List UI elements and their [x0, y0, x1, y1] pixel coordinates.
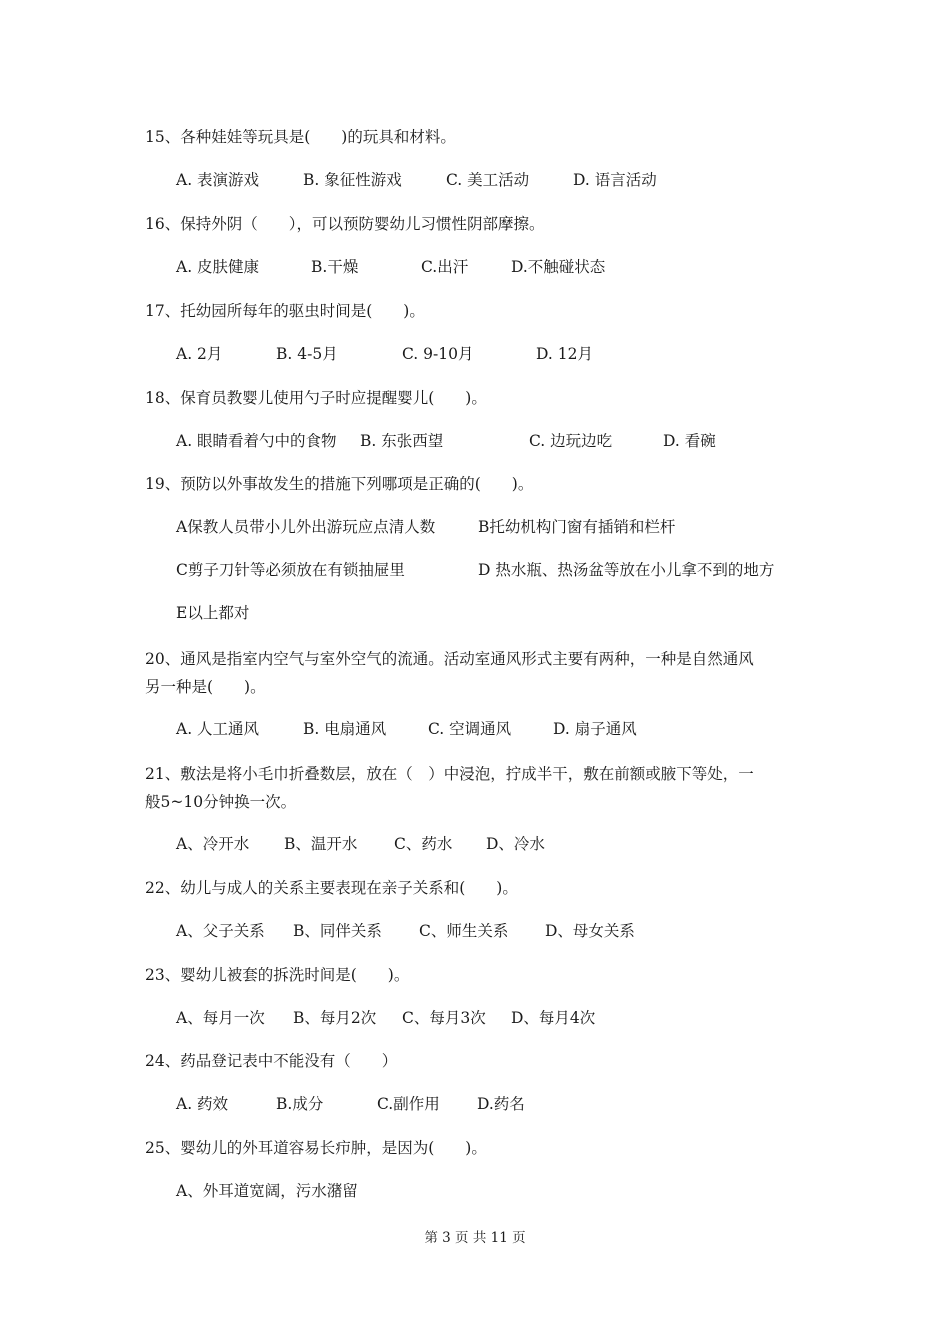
answer-option: A. 2月	[176, 345, 223, 363]
answer-option: D. 看碗	[663, 432, 716, 450]
answer-option: A、父子关系	[176, 922, 265, 940]
answer-option: C剪子刀针等必须放在有锁抽屉里	[176, 561, 405, 579]
answer-option: B、同伴关系	[293, 922, 382, 940]
answer-option: B.干燥	[311, 258, 359, 276]
question-stem: 15、各种娃娃等玩具是( )的玩具和材料。	[145, 128, 456, 146]
question-stem: 另一种是( )。	[145, 678, 266, 696]
question-stem: 般5~10分钟换一次。	[145, 793, 297, 811]
answer-option: A保教人员带小儿外出游玩应点清人数	[176, 518, 436, 536]
answer-option: B.成分	[276, 1095, 324, 1113]
answer-option: A、每月一次	[176, 1009, 265, 1027]
question-stem: 18、保育员教婴儿使用勺子时应提醒婴儿( )。	[145, 389, 487, 407]
answer-option: B. 4-5月	[276, 345, 338, 363]
question-stem: 19、预防以外事故发生的措施下列哪项是正确的( )。	[145, 475, 534, 493]
answer-option: B. 象征性游戏	[303, 171, 402, 189]
question-stem: 17、托幼园所每年的驱虫时间是( )。	[145, 302, 425, 320]
answer-option: D. 语言活动	[573, 171, 657, 189]
answer-option: D、母女关系	[545, 922, 635, 940]
answer-option: B托幼机构门窗有插销和栏杆	[478, 518, 676, 536]
question-stem: 25、婴幼儿的外耳道容易长疖肿，是因为( )。	[145, 1139, 487, 1157]
answer-option: D、每月4次	[511, 1009, 596, 1027]
answer-option: B、温开水	[284, 835, 358, 853]
answer-option: C. 边玩边吃	[529, 432, 613, 450]
answer-option: D.不触碰状态	[511, 258, 606, 276]
answer-option: A. 表演游戏	[176, 171, 260, 189]
question-stem: 20、通风是指室内空气与室外空气的流通。活动室通风形式主要有两种，一种是自然通风	[145, 650, 754, 668]
answer-option: C、每月3次	[402, 1009, 486, 1027]
answer-option: D. 12月	[536, 345, 593, 363]
answer-option: D.药名	[477, 1095, 525, 1113]
question-stem: 21、敷法是将小毛巾折叠数层，放在（ ）中浸泡，拧成半干，敷在前额或腋下等处，一	[145, 765, 754, 783]
question-stem: 23、婴幼儿被套的拆洗时间是( )。	[145, 966, 410, 984]
question-stem: 16、保持外阴（ ），可以预防婴幼儿习惯性阴部摩擦。	[145, 215, 545, 233]
answer-option: C. 9-10月	[402, 345, 474, 363]
answer-option: A. 皮肤健康	[176, 258, 260, 276]
question-stem: 22、幼儿与成人的关系主要表现在亲子关系和( )。	[145, 879, 518, 897]
question-stem: 24、药品登记表中不能没有（ ）	[145, 1052, 398, 1070]
answer-option: B. 电扇通风	[303, 720, 387, 738]
answer-option: E以上都对	[176, 604, 250, 622]
answer-option: C、师生关系	[419, 922, 509, 940]
answer-option: D 热水瓶、热汤盆等放在小儿拿不到的地方	[478, 561, 775, 579]
answer-option: D. 扇子通风	[553, 720, 637, 738]
answer-option: A. 眼睛看着勺中的食物	[176, 432, 337, 450]
answer-option: D、冷水	[486, 835, 545, 853]
answer-option: A. 人工通风	[176, 720, 260, 738]
page-footer: 第 3 页 共 11 页	[424, 1230, 526, 1246]
answer-option: C.出汗	[421, 258, 469, 276]
answer-option: A、冷开水	[176, 835, 250, 853]
answer-option: C.副作用	[377, 1095, 440, 1113]
answer-option: A、外耳道宽阔，污水潴留	[176, 1182, 358, 1200]
answer-option: B、每月2次	[293, 1009, 377, 1027]
answer-option: A. 药效	[176, 1095, 229, 1113]
answer-option: C. 空调通风	[428, 720, 512, 738]
answer-option: C、药水	[394, 835, 453, 853]
answer-option: B. 东张西望	[360, 432, 444, 450]
answer-option: C. 美工活动	[446, 171, 530, 189]
